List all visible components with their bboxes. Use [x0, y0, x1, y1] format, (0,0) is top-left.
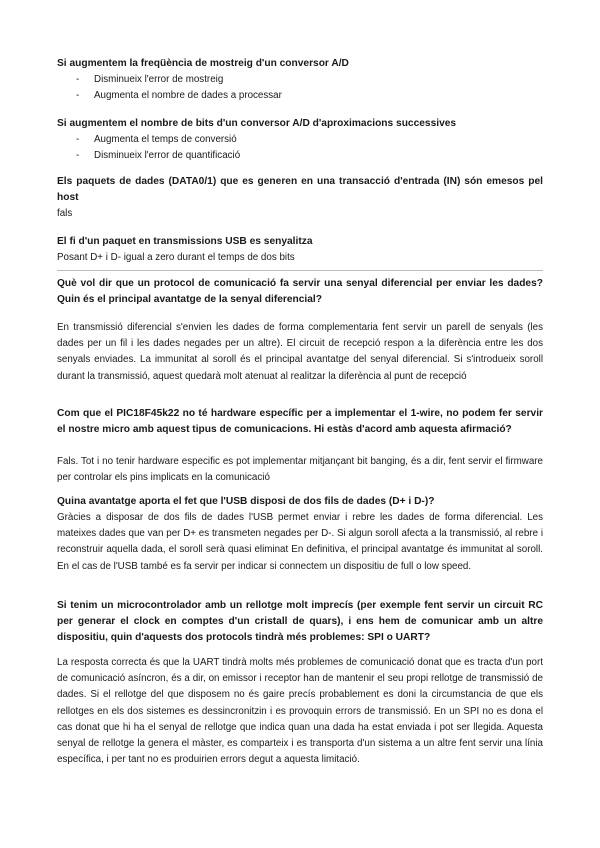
list-item: - Disminueix l'error de quantificació [76, 150, 241, 161]
list-item-text: Disminueix l'error de quantificació [94, 150, 241, 161]
question-8-answer: La resposta correcta és que la UART tindrà molts més problemes de comunicació donat que es tracta d'un port de comunicació asíncron, és a dir, on emissor i receptor han de mantenir el seu propi rellotge de transmissió de dades. Si el rellotge del que disposem no és gaire precís probablement es doni la circumstancia de que els rellotges en els dos sistemes es dessincronitzin i es provoquin errors de transmissió. En un SPI no es dona el cas donat que hi ha el senyal de rellotge que indica quan una dada ha estat enviada i pot ser llegida. Aquesta senyal de rellotge la genera el màster, es comparteix i es transporta d'un sistema a un altre fent servir una línia específica, i per tant no es produirien errors degut a aquesta limitació. [57, 657, 543, 766]
list-item: - Disminueix l'error de mostreig [76, 74, 224, 85]
list-item: - Augmenta el nombre de dades a processar [76, 90, 282, 101]
question-1-heading: Si augmentem la freqüència de mostreig d'un conversor A/D [57, 58, 349, 69]
question-7-heading: Quina avantatge aporta el fet que l'USB disposi de dos fils de dades (D+ i D-)? [57, 496, 435, 507]
question-4-answer: Posant D+ i D- igual a zero durant el temps de dos bits [57, 252, 295, 263]
question-6-answer: Fals. Tot i no tenir hardware especific es pot implementar mitjançant bit banging, és a dir, fent servir el firmware per controlar els pins implicats en la comunicació [57, 456, 543, 484]
list-item-text: Augmenta el temps de conversió [94, 134, 237, 145]
question-3-heading: Els paquets de dades (DATA0/1) que es generen en una transacció d'entrada (IN) són emesos pel host [57, 176, 543, 203]
question-8-heading: Si tenim un microcontrolador amb un rellotge molt imprecís (per exemple fent servir un circuit RC per generar el clock en comptes d'un cristall de quars), i ens hem de comunicar amb un altre dispositiu, quin d'aquests dos protocols tindrà més problemes: SPI o UART? [57, 600, 543, 643]
question-2-heading: Si augmentem el nombre de bits d'un conversor A/D d'aproximacions successives [57, 118, 457, 129]
horizontal-divider [57, 270, 543, 271]
question-3-answer: fals [57, 208, 73, 219]
list-item-text: Disminueix l'error de mostreig [94, 74, 224, 85]
question-5-answer: En transmissió diferencial s'envien les dades de forma complementaria fent servir un parell de senyals (les dades per un fil i les dades negades per un altre). El circuit de recepció respon a la diferència entre les dos senyals enviades. La immunitat al soroll és el principal avantatge del senyal diferencial. Si s'introdueix soroll durant la transmissió, aquest quedarà molt atenuat al realitzar la diferència al punt de recepció [57, 322, 543, 382]
question-6-heading: Com que el PIC18F45k22 no té hardware específic per a implementar el 1-wire, no podem fer servir el nostre micro amb aquest tipus de comunicacions. Hi estàs d'acord amb aquesta afirmació? [57, 408, 543, 435]
question-5-heading: Què vol dir que un protocol de comunicació fa servir una senyal diferencial per enviar les dades? Quin és el principal avantatge de la senyal diferencial? [57, 278, 543, 305]
question-7-answer: Gràcies a disposar de dos fils de dades l'USB permet enviar i rebre les dades de forma diferencial. Les mateixes dades que van per D+ es transmeten negades per D-. Si algun soroll afecta a la transmissió, al rebre i reconstruir aquella dada, el soroll serà quasi eliminat En definitiva, el principal avantatge és immunitat al soroll. En el cas de l'USB també es fa servir per indicar si connectem un dispositiu de full o low speed. [57, 512, 543, 572]
list-item: - Augmenta el temps de conversió [76, 134, 237, 145]
question-4-heading: El fi d'un paquet en transmissions USB es senyalitza [57, 236, 313, 247]
list-item-text: Augmenta el nombre de dades a processar [94, 90, 282, 101]
